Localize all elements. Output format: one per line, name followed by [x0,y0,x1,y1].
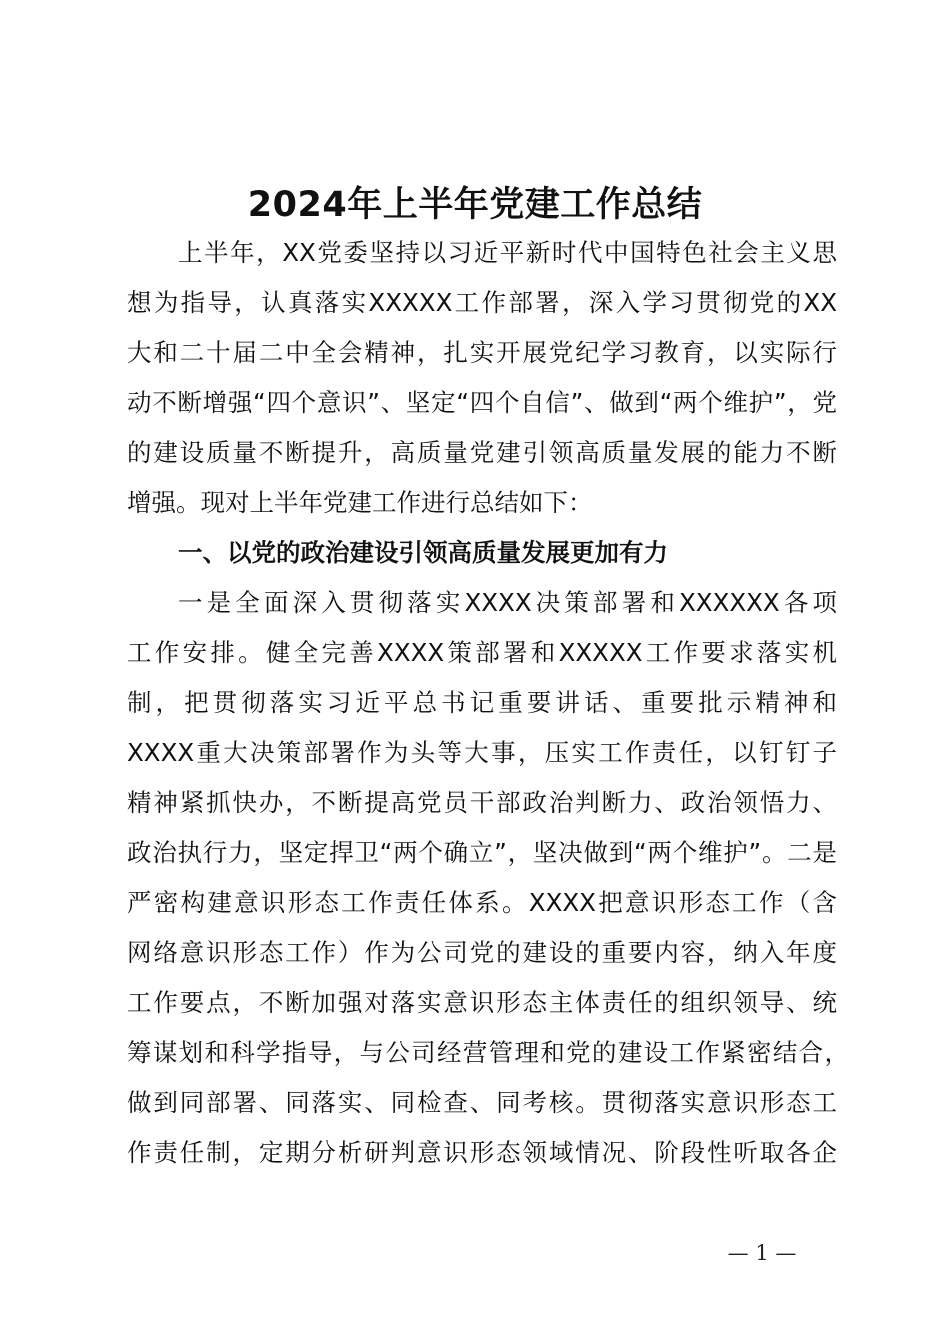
paragraph-line: 政治执行力，坚定捍卫“两个确立”，坚决做到“两个维护”。二是 [127,838,837,867]
paragraph-line: 一是全面深入贯彻落实XXXX决策部署和XXXXXX各项 [178,588,837,617]
paragraph-line: XXXX重大决策部署作为头等大事，压实工作责任，以钉钉子 [127,738,837,767]
document-title: 2024年上半年党建工作总结 [247,185,703,225]
paragraph-line: 精神紧抓快办，不断提高党员干部政治判断力、政治领悟力、 [127,788,837,817]
paragraph-line: 想为指导，认真落实XXXXX工作部署，深入学习贯彻党的XX [127,288,837,317]
paragraph-line: 制，把贯彻落实习近平总书记重要讲话、重要批示精神和 [127,688,837,717]
paragraph-line: 网络意识形态工作）作为公司党的建设的重要内容，纳入年度 [127,938,837,967]
paragraph-line: 上半年，XX党委坚持以习近平新时代中国特色社会主义思 [178,238,837,267]
paragraph-line: 筹谋划和科学指导，与公司经营管理和党的建设工作紧密结合， [127,1038,849,1067]
paragraph-line: 工作要点，不断加强对落实意识形态主体责任的组织领导、统 [127,988,837,1017]
paragraph-line: 作责任制，定期分析研判意识形态领域情况、阶段性听取各企 [127,1138,837,1167]
paragraph-line: 大和二十届二中全会精神，扎实开展党纪学习教育，以实际行 [127,338,837,367]
paragraph-line: 做到同部署、同落实、同检查、同考核。贯彻落实意识形态工 [127,1088,837,1117]
section-heading: 一、以党的政治建设引领高质量发展更加有力 [178,538,668,567]
paragraph-line: 工作安排。健全完善XXXX策部署和XXXXX工作要求落实机 [127,638,837,667]
page-number: — 1 — [727,1241,797,1265]
paragraph-line: 增强。现对上半年党建工作进行总结如下： [127,488,593,517]
paragraph-line: 动不断增强“四个意识”、坚定“四个自信”、做到“两个维护”，党 [127,388,837,417]
paragraph-line: 的建设质量不断提升，高质量党建引领高质量发展的能力不断 [127,438,837,467]
paragraph-line: 严密构建意识形态工作责任体系。XXXX把意识形态工作（含 [127,888,837,917]
